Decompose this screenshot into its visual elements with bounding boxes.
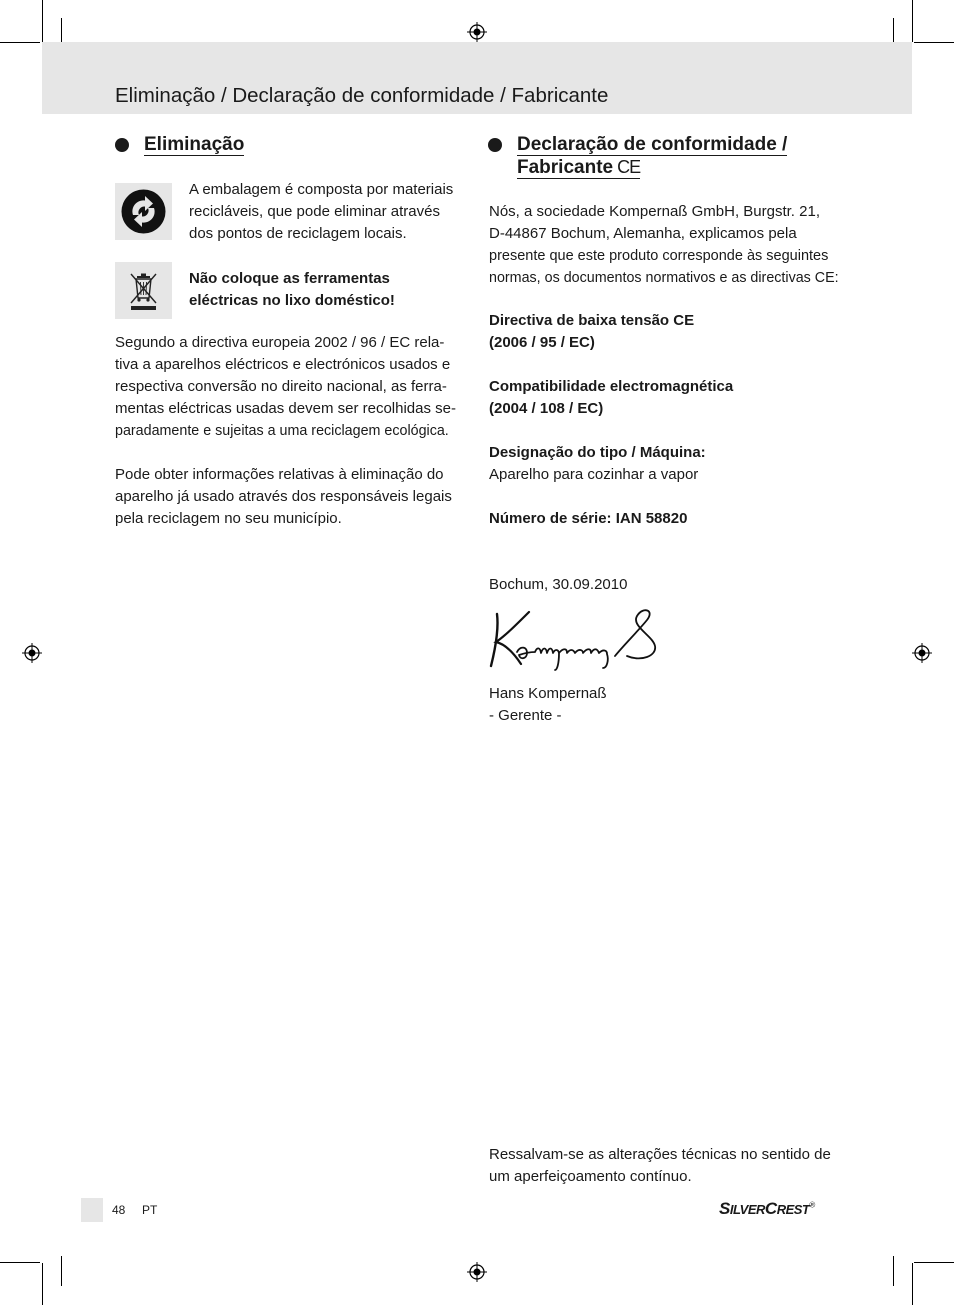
recycling-symbol-box	[115, 183, 172, 240]
registration-mark-icon	[22, 643, 42, 663]
green-dot-recycling-icon	[115, 183, 172, 240]
section-heading-line1: Declaração de conformidade /	[517, 134, 788, 155]
bullet-icon	[488, 138, 502, 152]
ce-mark-icon: CE	[617, 157, 641, 177]
crop-mark	[914, 1262, 954, 1263]
serial-number: Número de série: IAN 58820	[489, 510, 688, 527]
language-code: PT	[142, 1203, 158, 1217]
weee-warning-text: Não coloque as ferramentas eléctricas no lixo doméstico!	[189, 270, 395, 309]
disposal-info-paragraph: Pode obter informações relativas à eliminação do aparelho já usado através dos responsáveis legais pela reciclagem no seu município.	[115, 466, 452, 527]
signatory-name: Hans Kompernaß	[489, 685, 607, 702]
bullet-icon	[115, 138, 129, 152]
section-heading-line2: Fabricante CE	[517, 157, 641, 178]
crop-mark	[912, 0, 913, 42]
weee-symbol-box	[115, 262, 172, 319]
registration-mark-icon	[467, 22, 487, 42]
page-number: 48	[112, 1203, 126, 1217]
section-heading-declaration	[517, 134, 787, 179]
crop-mark	[42, 0, 43, 42]
signatory-role: - Gerente -	[489, 707, 562, 724]
crop-mark	[0, 1262, 40, 1263]
crop-mark	[0, 42, 40, 43]
crop-mark	[912, 1263, 913, 1305]
crop-mark	[914, 42, 954, 43]
section-heading-disposal	[144, 134, 244, 156]
crop-mark	[61, 1256, 62, 1286]
low-voltage-directive: Directiva de baixa tensão CE (2006 / 95 / EC)	[489, 312, 695, 351]
directive-paragraph: Segundo a directiva europeia 2002 / 96 / EC rela- tiva a aparelhos eléctricos e electrónicos usados e respectiva conversão no direito nacional, as ferra- mentas eléctricas usadas devem ser recolhidas se- paradamente e sujeitas a uma reciclagem ecológica.	[115, 334, 456, 439]
signatory-block	[489, 683, 607, 727]
brand-logo: SILVERCREST®	[719, 1199, 815, 1218]
page-title: Eliminação / Declaração de conformidade / Fabricante	[115, 84, 609, 107]
technical-changes-disclaimer: Ressalvam-se as alterações técnicas no sentido de um aperfeiçoamento contínuo.	[489, 1146, 831, 1185]
crop-mark	[893, 1256, 894, 1286]
footer-page-tab	[81, 1198, 103, 1222]
crop-mark	[42, 1263, 43, 1305]
place-date: Bochum, 30.09.2010	[489, 576, 628, 593]
section-heading-text: Eliminação	[144, 134, 245, 155]
registration-mark-icon	[467, 1262, 487, 1282]
signature-image	[487, 606, 662, 672]
type-designation: Designação do tipo / Máquina: Aparelho para cozinhar a vapor	[489, 444, 706, 483]
emc-directive: Compatibilidade electromagnética (2004 / 108 / EC)	[489, 378, 734, 417]
packaging-text: A embalagem é composta por materiais recicláveis, que pode eliminar através dos pontos de reciclagem locais.	[189, 181, 454, 242]
declaration-intro: Nós, a sociedade Kompernaß GmbH, Burgstr. 21, D-44867 Bochum, Alemanha, explicamos pela presente que este produto corresponde às seguintes normas, os documentos normativos e as directivas CE:	[489, 203, 839, 286]
crossed-out-bin-icon	[115, 262, 172, 319]
registration-mark-icon	[912, 643, 932, 663]
